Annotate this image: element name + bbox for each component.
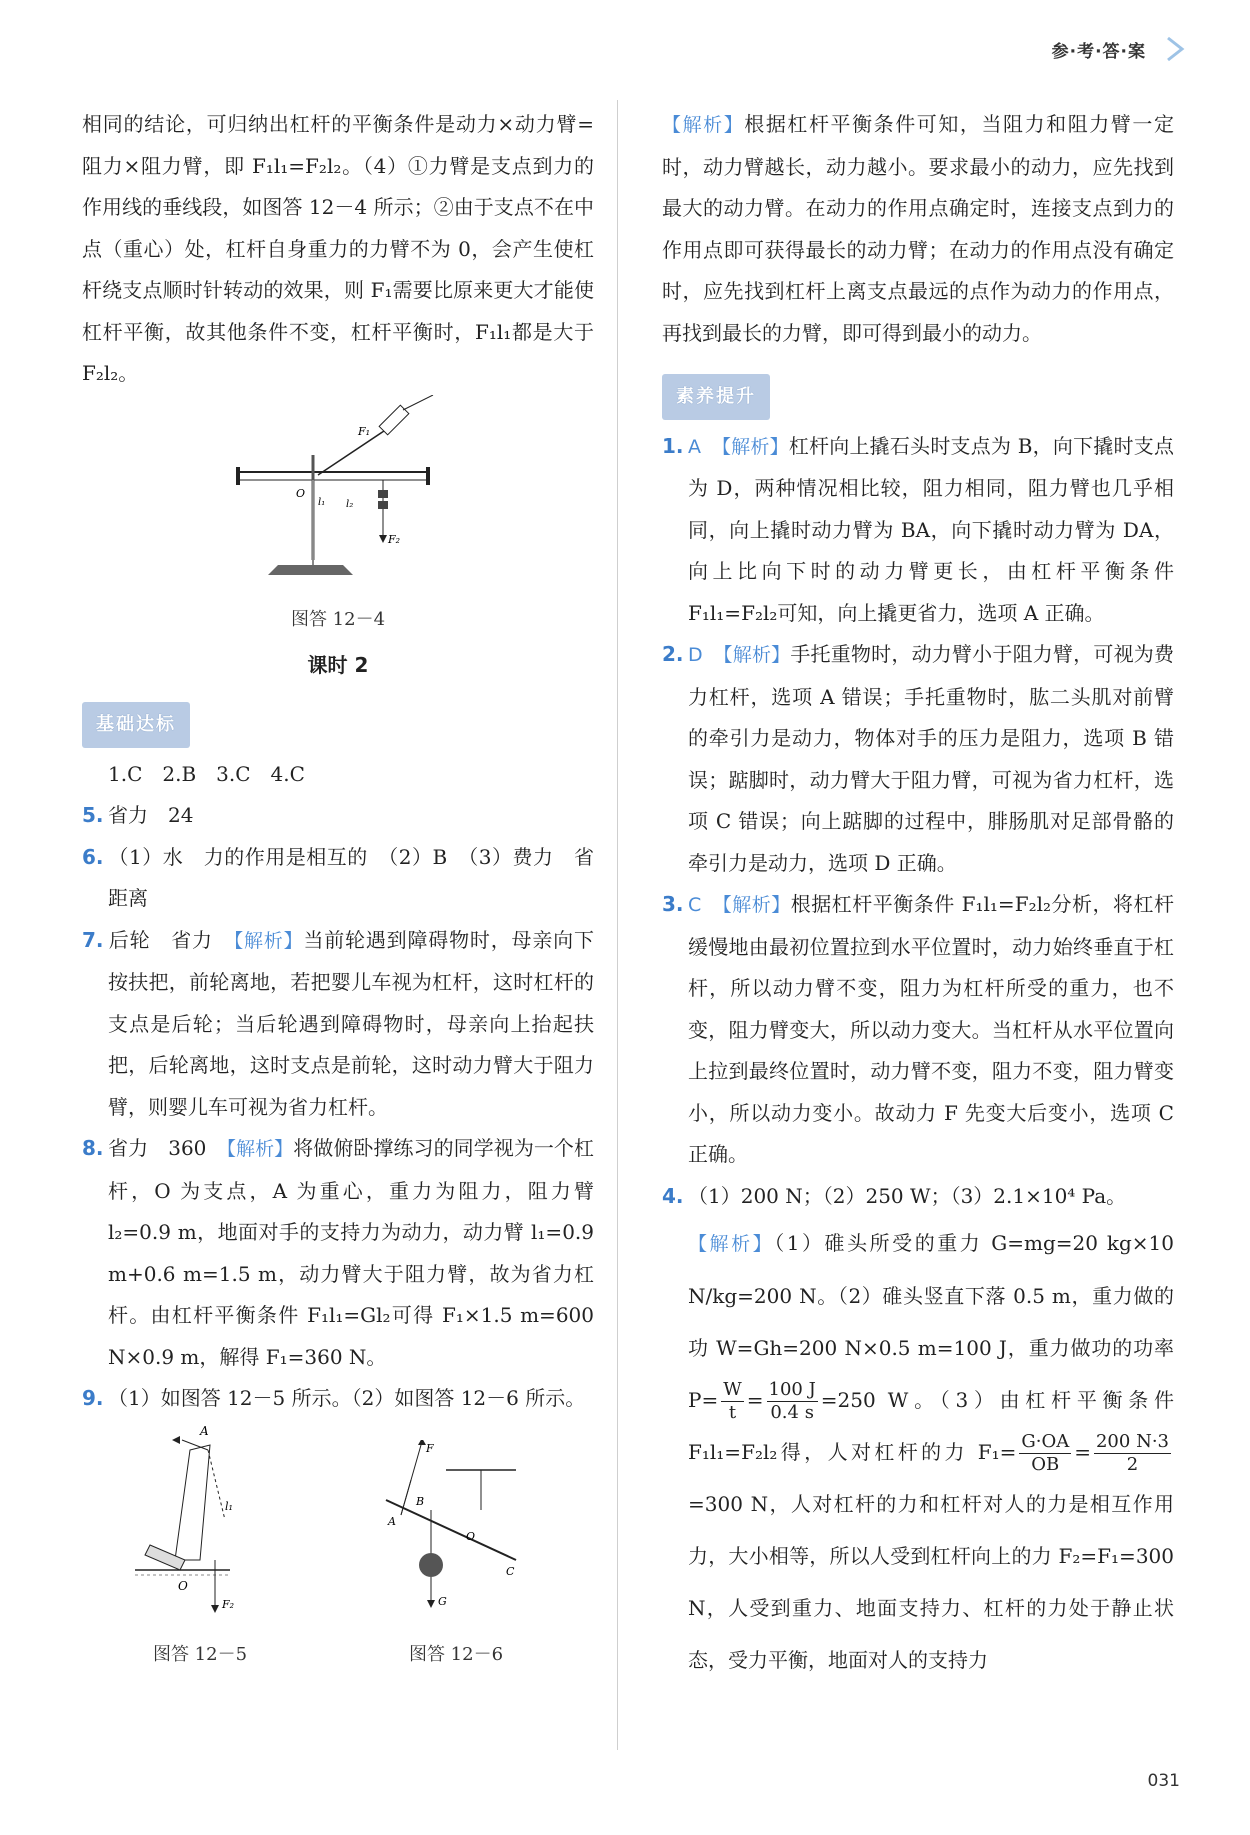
answer-6: [82, 837, 594, 920]
answer-6-text: （1）水 力的作用是相互的 （2）B （3）费力 省距离: [108, 844, 594, 910]
adv-answer-3-body: 根据杠杆平衡条件 F₁l₁=F₂l₂分析，将杠杆缓慢地由最初位置拉到水平位置时，动力始终垂直于杠杆，所以动力臂不变，阻力为杠杆所受的重力，也不变，阻力臂变大，所以动力变大。当杠杆从水平位置向上拉到最终位置时，动力臂不变，阻力不变，阻力臂变小，所以动力变小。故动力 F 先变大后变小，选项 C 正确。: [688, 892, 1174, 1166]
svg-text:l₁: l₁: [318, 496, 326, 508]
section-badge-advanced: 素养提升: [662, 374, 770, 420]
answer-9-text: （1）如图答 12－5 所示。（2）如图答 12－6 所示。: [108, 1386, 586, 1410]
answer-8-body: 将做俯卧撑练习的同学视为一个杠杆，O 为支点，A 为重心，重力为阻力，阻力臂 l₂=0.9 m，地面对手的支持力为动力，动力臂 l₁=0.9 m+0.6 m=1.5 m，动力臂大于阻力臂，故为省力杠杆。由杠杆平衡条件 F₁l₁=Gl₂可得 F₁×1.5 m=600 N×0.9 m，解得 F₁=360 N。: [108, 1136, 594, 1369]
q6-number: 6.: [82, 844, 104, 869]
svg-text:O: O: [466, 1529, 476, 1543]
q7-number: 7.: [82, 927, 104, 952]
page-header: [1052, 36, 1188, 62]
svg-text:B: B: [416, 1494, 425, 1508]
svg-text:F₂: F₂: [222, 1597, 235, 1611]
answer-5: [82, 795, 594, 837]
adv-answer-1-body: 杠杆向上撬石头时支点为 B，向下撬时支点为 D，两种情况相比较，阻力相同，阻力臂也几乎相同，向上撬时动力臂为 BA，向下撬时动力臂为 DA，向上比向下时的动力臂更长，由杠杆平衡条件 F₁l₁=F₂l₂可知，向上撬更省力，选项 A 正确。: [688, 433, 1174, 625]
answer-8: [82, 1128, 594, 1378]
fraction-3-numerator: G·OA: [1021, 1431, 1070, 1452]
analysis-tag: 【解析】: [233, 929, 304, 952]
adv-q1-number: 1.: [662, 433, 684, 458]
adv-answer-2-choice: D: [688, 644, 703, 666]
figure-12-4-caption: 图答 12－4: [290, 609, 386, 630]
svg-text:O: O: [178, 1578, 188, 1593]
answer-5-text: 省力 24: [108, 803, 194, 827]
svg-text:A: A: [388, 1514, 396, 1528]
adv-answer-3-choice: C: [688, 894, 702, 916]
answer-7: [82, 920, 594, 1129]
svg-text:l₂: l₂: [346, 498, 354, 510]
figure-12-6-caption: 图答 12－6: [408, 1644, 504, 1665]
adv-q3-number: 3.: [662, 892, 684, 916]
figures-12-5-12-6: [82, 1420, 594, 1676]
left-column: [82, 104, 594, 1676]
analysis-tag: 【解析】: [226, 1138, 294, 1160]
adv-q2-number: 2.: [662, 642, 684, 666]
figure-12-4: [82, 395, 594, 600]
svg-text:C: C: [506, 1564, 515, 1578]
adv-q4-number: 4.: [662, 1183, 684, 1208]
fraction-goa-over-ob: [1019, 1431, 1071, 1476]
fraction-3-denominator: OB: [1031, 1454, 1060, 1475]
svg-text:O: O: [296, 486, 306, 500]
svg-text:F₁: F₁: [358, 424, 371, 438]
section-badge-basic: 基础达标: [82, 702, 190, 748]
header-title: 参·考·答·案: [1051, 41, 1146, 62]
analysis-tag: 【解析】: [723, 644, 791, 666]
answer-7-body: 当前轮遇到障碍物时，母亲向下按扶把，前轮离地，若把婴儿车视为杠杆，这时杠杆的支点是后轮；当后轮遇到障碍物时，母亲向上抬起扶把，后轮离地，这时支点是前轮，这时动力臂大于阻力臂，则婴儿车可视为省力杠杆。: [108, 927, 594, 1119]
q8-number: 8.: [82, 1136, 104, 1160]
adv-answer-3: [662, 884, 1174, 1176]
adv-answer-4-analysis: 【解析】（1）碓头所受的重力 G=mg=20 kg×10 N/kg=200 N。（2）碓头竖直下落 0.5 m，重力做的功 W=Gh=200 N×0.5 m=100 J，重力做功的功率 P= $\frac{W}{t}$ = $\frac{100 J}{0.4 s}$ =250 W。（3）由杠杆平衡条件 F₁l₁=F₂l₂得，人对杠杆的力 F₁= $\frac{G\cdot OA}{OB}$ = $\frac{200 N\cdot 3}{2}$ =300 N，人对杠杆的力和杠杆对人的力是相互作用力，大小相等，所以人受到杠杆向上的力 F₂=F₁=300 N，人受到重力、地面支持力、杠杆的力处于静止状态，受力平衡，地面对人的支持力: [688, 1231, 1174, 1672]
answer-8-answer: 省力 360: [108, 1136, 207, 1160]
answer-7-answer: 后轮 省力: [108, 927, 213, 952]
adv-answer-4: [662, 1176, 1174, 1218]
answer-9: [82, 1378, 594, 1420]
svg-text:l₁: l₁: [225, 1499, 233, 1513]
figure-12-5-caption: 图答 12－5: [152, 1644, 248, 1665]
answers-1-4-text: 1.C 2.B 3.C 4.C: [108, 761, 305, 786]
adv-answer-4-part3: =300 N，人对杠杆的力和杠杆对人的力是相互作用力，大小相等，所以人受到杠杆向上的力 F₂=F₁=300 N，人受到重力、地面支持力、杠杆的力处于静止状态，受力平衡，地面对人的支持力: [688, 1492, 1174, 1672]
pushup-lever-diagram: [130, 1420, 270, 1620]
page-number: 031: [1147, 1771, 1180, 1791]
figure-12-6: [366, 1440, 546, 1676]
adv-answer-1: [662, 426, 1174, 635]
analysis-tag: 【解析】: [722, 894, 791, 916]
column-divider: [617, 100, 618, 1750]
fraction-2-numerator: 100 J: [768, 1379, 816, 1400]
svg-text:F: F: [426, 1441, 434, 1455]
adv-answer-1-choice: A: [688, 435, 701, 458]
fraction-4-numerator: 200 N·3: [1095, 1431, 1169, 1452]
pulley-lever-diagram: [366, 1440, 546, 1620]
fraction-100j-over-04s: [767, 1379, 818, 1424]
fraction-4-denominator: 2: [1126, 1454, 1139, 1475]
right-paragraph-1: [662, 104, 1174, 354]
lever-balance-diagram: [228, 395, 448, 585]
svg-text:G: G: [438, 1594, 447, 1608]
fraction-200n3-over-2: [1094, 1431, 1171, 1476]
adv-answer-4-part2: =250 W。（3）由杠杆平衡条件 F₁l₁=F₂l₂得，人对杠杆的力 F₁=: [688, 1388, 1174, 1464]
fraction-w-over-t: [721, 1379, 744, 1424]
adv-answer-4-answer: （1）200 N；（2）250 W；（3）2.1×10⁴ Pa。: [688, 1183, 1127, 1208]
lesson-title: 课时 2: [307, 652, 369, 677]
adv-answer-2-body: 手托重物时，动力臂小于阻力臂，可视为费力杠杆，选项 A 错误；手托重物时，肱二头肌对前臂的牵引力是动力，物体对手的压力是阻力，选项 B 错误；踮脚时，动力臂大于阻力臂，可视为省力杠杆，选项 C 错误；向上踮脚的过程中，腓肠肌对足部骨骼的牵引力是动力，选项 D 正确。: [688, 642, 1174, 875]
left-paragraph-1: 相同的结论，可归纳出杠杆的平衡条件是动力×动力臂=阻力×阻力臂，即 F₁l₁=F₂l₂。（4）①力臂是支点到力的作用线的垂线段，如图答 12－4 所示；②由于支点不在中点（重心）处，杠杆自身重力的力臂不为 0，会产生使杠杆绕支点顺时针转动的效果，则 F₁需要比原来更大才能使杠杆平衡，故其他条件不变，杠杆平衡时，F₁l₁都是大于 F₂l₂。: [82, 112, 594, 385]
analysis-tag: 【解析】: [721, 435, 789, 458]
adv-answer-4-part1: （1）碓头所受的重力 G=mg=20 kg×10 N/kg=200 N。（2）碓头竖直下落 0.5 m，重力做的功 W=Gh=200 N×0.5 m=100 J，重力做功的功率 P=: [688, 1231, 1174, 1412]
q9-number: 9.: [82, 1386, 104, 1410]
q5-number: 5.: [82, 803, 104, 827]
fraction-1-numerator: W: [723, 1379, 742, 1400]
svg-text:F₂: F₂: [388, 532, 401, 546]
analysis-tag: 【解析】: [662, 114, 745, 136]
answers-1-4: [82, 754, 594, 796]
fraction-1-denominator: t: [728, 1402, 737, 1423]
chevron-right-icon: [1162, 36, 1188, 62]
adv-answer-2: [662, 634, 1174, 884]
figure-12-5: [130, 1420, 270, 1676]
right-column: [662, 104, 1174, 1686]
right-paragraph-1-text: 根据杠杆平衡条件可知，当阻力和阻力臂一定时，动力臂越长，动力越小。要求最小的动力，应先找到最大的动力臂。在动力的作用点确定时，连接支点到力的作用点即可获得最长的动力臂；在动力的作用点没有确定时，应先找到杠杆上离支点最远的点作为动力的作用点，再找到最长的力臂，即可得到最小的动力。: [662, 112, 1174, 345]
svg-text:A: A: [200, 1423, 209, 1438]
analysis-tag: 【解析】: [688, 1233, 775, 1255]
fraction-2-denominator: 0.4 s: [770, 1402, 814, 1423]
